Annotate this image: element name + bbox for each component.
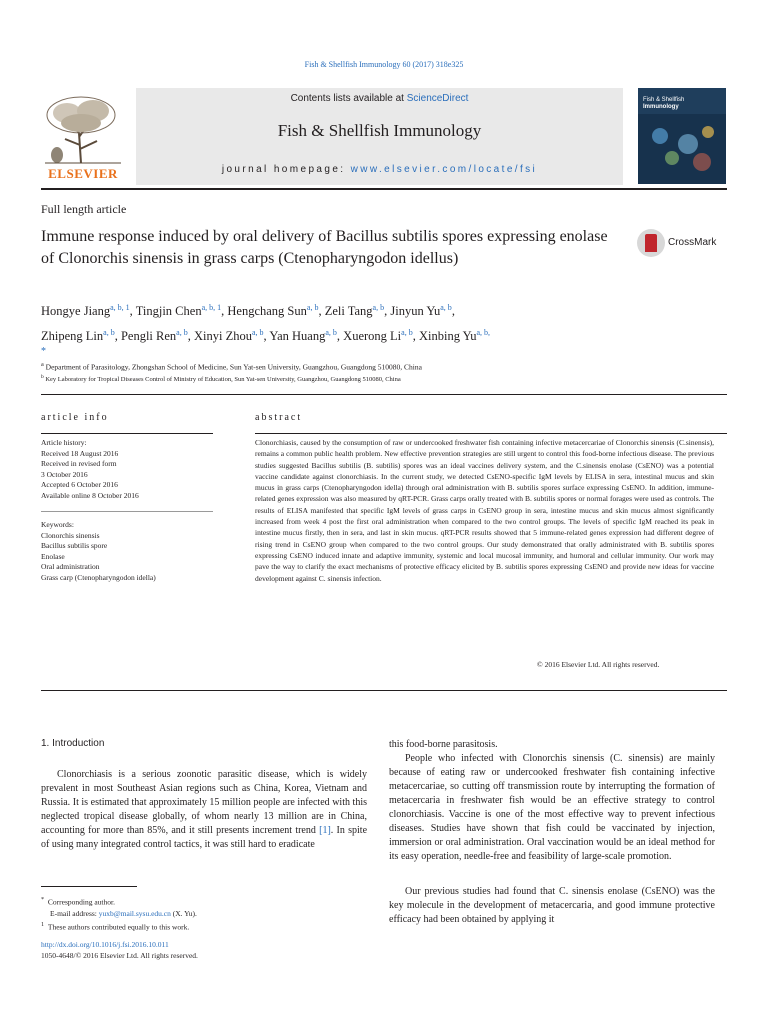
author-name[interactable]: Zhipeng Lin <box>41 329 104 344</box>
history-item: Received 18 August 2016 <box>41 448 119 458</box>
cover-title-line2: Immunology <box>643 104 679 110</box>
author-name[interactable]: Yan Huang <box>269 329 326 344</box>
author-name[interactable]: Pengli Ren <box>120 329 177 344</box>
info-rule <box>41 433 213 434</box>
intro-p1-text: Clonorchiasis is a serious zoonotic parasitic disease, which is widely prevalent in most Southeast Asian regions such as China, Korea, Vietnam and Russia. It is estimated that approximately 15 million people are infected with this neglected tropical disease globally, of whom nearly 13 million are in China, accounting for more than 85%, and it still presents increment trend <box>41 769 367 836</box>
email-link[interactable]: yuxb@mail.sysu.edu.cn <box>98 908 171 918</box>
journal-homepage <box>136 164 623 175</box>
intro-paragraph-3: Our previous studies had found that C. sinensis enolase (CsENO) was the key molecule in the development of metacercaria, and good immune protective efficacy had been obtained by applying it <box>389 886 715 925</box>
intro-p1-text-end: . In spite of using many integrated control tactics, it was still hard to eradicate <box>41 825 368 850</box>
footnote-equal-text: These authors contributed equally to this work. <box>47 922 190 931</box>
history-item: Accepted 6 October 2016 <box>41 480 118 489</box>
author-affiliation-marks[interactable]: a, b <box>176 328 188 338</box>
author-name[interactable]: Hongye Jiang <box>41 304 111 319</box>
abstract-rule <box>255 433 727 434</box>
keywords-list <box>41 520 156 583</box>
keyword: Bacillus subtilis spore <box>41 541 108 550</box>
footnote-corresponding <box>41 894 197 908</box>
abstract-text: Clonorchiasis, caused by the consumption of raw or undercooked freshwater fish containing infective metacercariae of Clonorchis sinensis (C.sinensis), remains a common public health problem. New effective prevention strategies are still urgent to control this food-borne infectious disease. The previous studies suggested Bacillus subtilis (B. subtilis) spores was an ideal vaccines delivery system, and the C.sinensis enolase (CsENO) was a potential vaccine candidate against clonorchiasis. In the current study, we detected CsENO-specific IgM levels by ELISA in sera, intestinal mucus and skin mucus in grass carps (Ctenopharyngodon idella) through oral administration with B. subtilis spores surface expressing CsENO. In addition, immune-related genes expression was also measured by qRT-PCR. Grass carps orally treated with B. subtilis spores or normal forages were used as controls. The results of ELISA manifested that specific IgM levels of grass carps in CsENO group in sera, intestine mucus and skin mucus almost significantly increased from week 4 post the first oral administration when compared to the two control groups. The levels of specific IgM reached its peak in intestine mucus firstly, then in sera, and last in skin mucus. qRT-PCR results showed that 5 immune-related genes expression had different degree of rising trend in CsENO group when compared to the two control groups. Our study demonstrated that orally administrated with B. subtilis spores expressing CsENO induced innate and adaptive immunity, systemic and local mucosal immunity, and humoral and cellular immunity. Our work may pave the way to clarify the exact mechanisms of protective efficacy elicited by B. subtilis spores expressing CsENO and provide new ideas for vaccine development against C. sinensis infection. <box>255 438 714 583</box>
journal-citation[interactable]: Fish & Shellfish Immunology 60 (2017) 318e325 <box>304 60 464 69</box>
keyword: Grass carp (Ctenopharyngodon idella) <box>41 572 156 582</box>
affiliation-a-text: Department of Parasitology, Zhongshan School of Medicine, Sun Yat-sen University, Guangzhou, Guangdong 510080, China <box>45 362 422 372</box>
author-affiliation-marks[interactable]: a, b <box>372 303 385 312</box>
author-affiliation-marks[interactable]: a, b <box>325 328 337 338</box>
author-list: Hongye Jiang$^{a, b, 1}$, Tingjin Chen$^{a, b, 1}$, Hengchang Sun$^{a, b}$, Zeli Tang$^{a, b}$, Jinyun Yu$^{a, b}$, Zhipeng Lin$^{a, b}$, Pengli Ren$^{a, b}$, Xinyi Zhou$^{a, b}$, Yan Huang$^{a, b}$, Xuerong Li$^{a, b}$, Xinbing $Yu^{a, b,}$ * <box>41 297 731 357</box>
author-affiliation-marks[interactable]: a, b, 1 <box>201 303 222 312</box>
footnote-one: 1 <box>41 920 45 928</box>
author-affiliation-marks[interactable]: a, b <box>103 328 115 338</box>
abstract-heading: abstract <box>255 412 303 423</box>
top-rule <box>41 394 727 395</box>
intro-right-column <box>389 738 715 864</box>
crossmark-label[interactable]: CrossMark <box>668 237 717 248</box>
homepage-prefix: journal homepage: <box>221 164 351 175</box>
history-item: 3 October 2016 <box>41 469 88 479</box>
history-item: Received in revised form <box>41 459 117 468</box>
author-name[interactable]: Xinyi Zhou <box>193 329 252 344</box>
author-affiliation-marks[interactable]: a, b <box>306 303 319 312</box>
author-affiliation-marks[interactable]: a, b <box>251 328 264 338</box>
author-name[interactable]: Jinyun Yu <box>390 304 441 319</box>
keyword: Enolase <box>41 551 65 561</box>
homepage-link[interactable]: www.elsevier.com/locate/fsi <box>350 164 538 175</box>
author-name[interactable]: Hengchang Sun <box>227 304 307 319</box>
issn-copyright: 1050-4648/© 2016 Elsevier Ltd. All rights reserved. <box>41 951 198 960</box>
author-affiliation-marks[interactable]: a, b <box>440 303 452 312</box>
footnote-star: * <box>41 896 45 903</box>
history-item: Available online 8 October 2016 <box>41 490 139 500</box>
footnote-corr-text: Corresponding author. <box>47 897 115 907</box>
footnotes <box>41 894 197 932</box>
keywords-rule <box>41 511 213 512</box>
section-heading-introduction: 1. Introduction <box>41 738 105 749</box>
affiliation-a <box>41 361 422 372</box>
sciencedirect-link[interactable]: ScienceDirect <box>406 93 469 104</box>
contents-line <box>136 93 623 104</box>
journal-title: Fish & Shellfish Immunology <box>277 121 482 140</box>
affiliation-b-text: Key Laboratory for Tropical Diseases Control of Ministry of Education, Sun Yat-sen University, Guangzhou, Guangdong 510080, China <box>45 376 401 384</box>
author-affiliation-marks[interactable]: a, b, <box>476 328 491 338</box>
footnote-equal <box>41 919 197 933</box>
footnote-rule <box>41 886 137 887</box>
author-name[interactable]: Zeli Tang <box>324 304 373 319</box>
article-history <box>41 438 139 501</box>
corresponding-author-mark[interactable]: * <box>41 346 46 358</box>
publisher-logo-text: ELSEVIER <box>48 166 118 181</box>
reference-link[interactable]: [1] <box>319 825 331 836</box>
header-rule <box>41 188 727 190</box>
affiliation-a-label: a <box>41 361 44 368</box>
abstract-copyright: © 2016 Elsevier Ltd. All rights reserved. <box>537 660 660 669</box>
article-info-heading: article info <box>41 412 109 423</box>
article-type: Full length article <box>41 202 127 216</box>
author-affiliation-marks[interactable]: a, b, 1 <box>110 303 130 312</box>
author-name[interactable]: Tingjin Chen <box>135 304 202 319</box>
footnote-email <box>41 908 197 919</box>
author-name[interactable]: Xuerong Li <box>343 329 402 344</box>
cover-title-line1: Fish & Shellfish <box>643 97 685 103</box>
author-name[interactable]: Xinbing Yu <box>418 329 477 344</box>
affiliation-b <box>41 374 401 383</box>
affiliation-b-label: b <box>41 374 44 380</box>
keyword: Clonorchis sinensis <box>41 530 100 540</box>
intro-paragraph-1 <box>41 768 367 852</box>
history-label: Article history: <box>41 438 87 447</box>
doi-link[interactable]: http://dx.doi.org/10.1016/j.fsi.2016.10.011 <box>41 940 169 949</box>
article-title: Immune response induced by oral delivery of Bacillus subtilis spores expressing enolase of Clonorchis sinensis in grass carps (Ctenopharyngodon idellus) <box>41 228 608 267</box>
crossmark-icon-bookmark <box>645 234 657 252</box>
intro-continuation: this food-borne parasitosis. <box>389 739 498 750</box>
contents-prefix: Contents lists available at <box>290 93 407 104</box>
keywords-label: Keywords: <box>41 520 74 529</box>
bottom-rule <box>41 690 727 691</box>
intro-paragraph-2: People who infected with Clonorchis sinensis (C. sinensis) are mainly because of eating raw or undercooked freshwater fish containing infective metacercariae, so cutting off transmission route by interrupting the formation of metacercaria in freshwater fish would be an effective strategy to control clonorchiasis. Vaccine is one of the most effective way to prevent infectious diseases. Studies have shown that fish could be vaccinated by injection, immersion or oral administration. Oral vaccination would be an ideal method for its easy operation, needle-free and feasibility of large-scale promotion. <box>389 753 715 862</box>
email-label: E-mail address: <box>50 908 99 918</box>
keyword: Oral administration <box>41 562 100 571</box>
author-affiliation-marks[interactable]: a, b <box>401 328 413 338</box>
email-suffix: (X. Yu). <box>170 908 197 918</box>
